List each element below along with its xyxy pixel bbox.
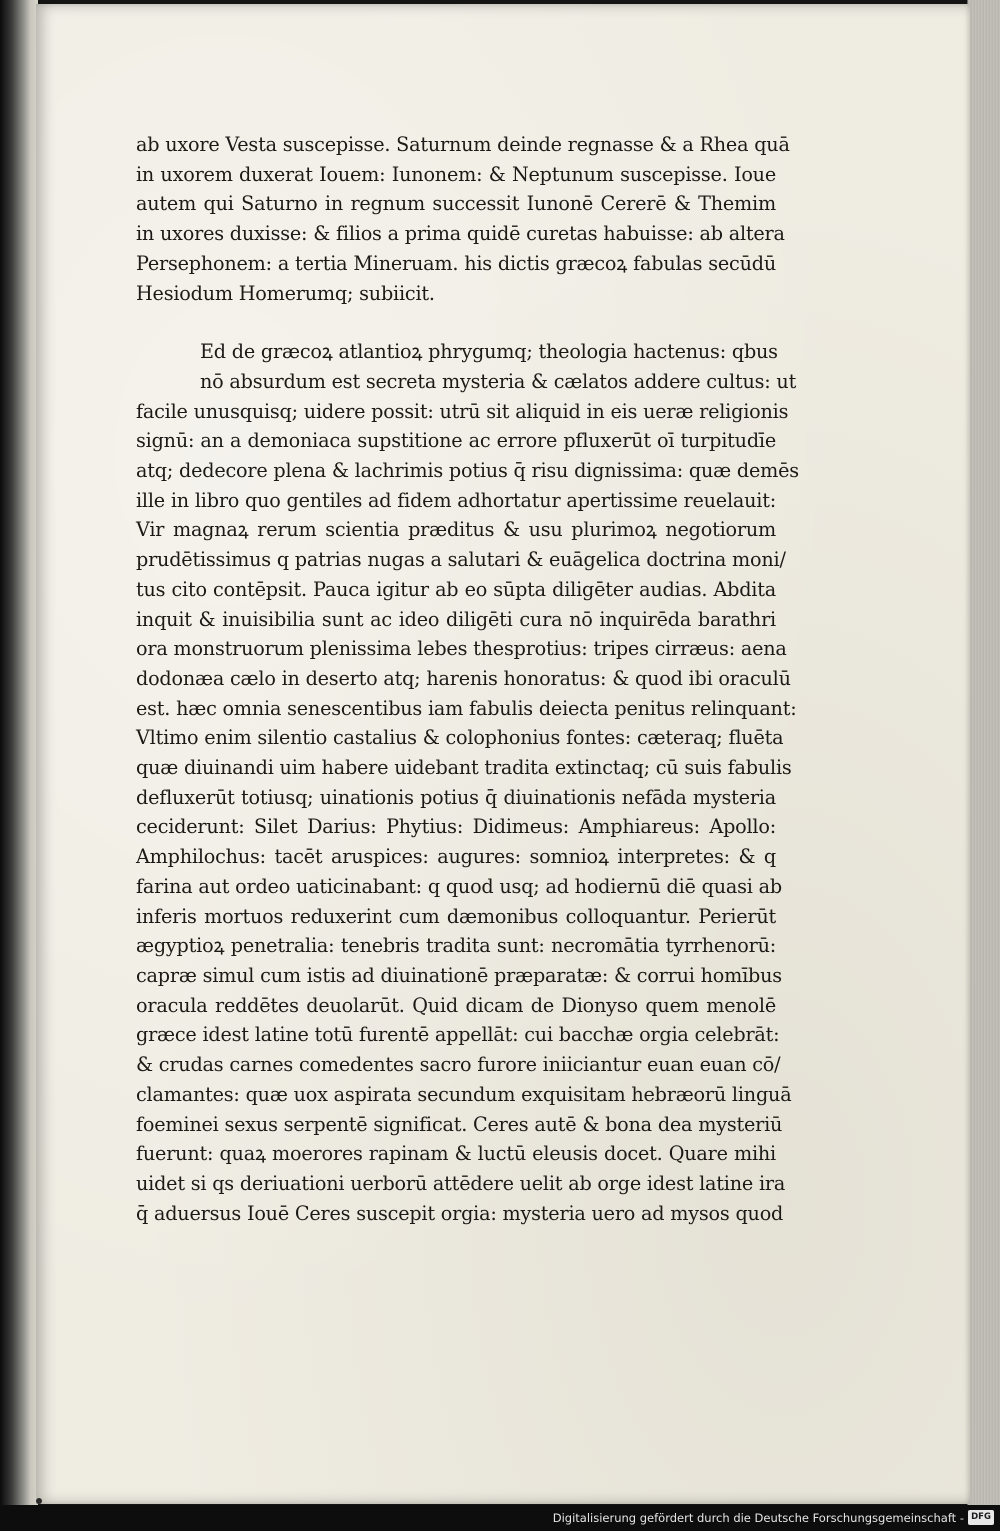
text-line: inferis mortuos reduxerint cum dæmonibus colloquantur. Perierūt [136, 904, 776, 928]
text-line: uidet si qs deriuationi uerborū attēdere uelit ab orge idest latine ira [136, 1171, 786, 1195]
text-line: est. hæc omnia senescentibus iam fabulis deiecta penitus relinquant: [136, 696, 797, 720]
text-line: fuerunt: quaꝝ moerores rapinam & luctū eleusis docet. Quare mihi [136, 1142, 776, 1166]
book-spine [0, 0, 38, 1531]
text-line: inquit & inuisibilia sunt ac ideo diligēti cura nō inquirēda barathri [136, 607, 776, 631]
text-line: prudētissimus q patrias nugas a salutari & euāgelica doctrina moni/ [136, 548, 786, 572]
text-line: tus cito contēpsit. Pauca igitur ab eo sūpta diligēter audias. Abdita [136, 577, 776, 601]
text-line: clamantes: quæ uox aspirata secundum exquisitam hebræorū linguā [136, 1082, 792, 1106]
text-line: defluxerūt totiusq; uinationis potius q̄ diuinationis nefāda mysteria [136, 785, 776, 809]
text-line: atq; dedecore plena & lachrimis potius q̄ risu dignissima: quæ demēs [136, 459, 799, 483]
text-line: Ed de græcoꝝ atlantioꝝ phrygumq; theologia hactenus: qbus [200, 340, 778, 364]
text-line: quæ diuinandi uim habere uidebant tradita extinctaq; cū suis fabulis [136, 756, 792, 780]
text-line: signū: an a demoniaca supstitione ac errore pfluxerūt oī turpitudīe [136, 429, 776, 453]
text-line: autem qui Saturno in regnum successit Iunonē Cererē & Themim [136, 192, 776, 216]
text-line: in uxores duxisse: & filios a prima quidē curetas habuisse: ab altera [136, 222, 785, 246]
footer-credit: Digitalisierung gefördert durch die Deutsche Forschungsgemeinschaft - [552, 1511, 964, 1525]
text-line: Vltimo enim silentio castalius & colophonius fontes: cæteraq; fluēta [136, 726, 784, 750]
page-paper [36, 4, 970, 1504]
text-line: oracula reddētes deuolarūt. Quid dicam de Dionyso quem menolē [136, 993, 776, 1017]
text-line: ceciderunt: Silet Darius: Phytius: Didimeus: Amphiareus: Apollo: [136, 815, 776, 839]
text-line: capræ simul cum istis ad diuinationē præparatæ: & corrui homībus [136, 963, 782, 987]
text-line: Hesiodum Homerumq; subiicit. [136, 281, 435, 305]
text-line: facile unusquisq; uidere possit: utrū sit aliquid in eis ueræ religionis [136, 399, 789, 423]
dfg-logo: DFG [968, 1510, 994, 1525]
text-line: dodonæa cælo in deserto atq; harenis honoratus: & quod ibi oraculū [136, 666, 791, 690]
paragraph-1 [136, 130, 790, 308]
text-line: Amphilochus: tacēt aruspices: augures: somnioꝝ interpretes: & q [136, 845, 776, 869]
text-line: in uxorem duxerat Iouem: Iunonem: & Neptunum suscepisse. Ioue [136, 162, 776, 186]
text-line: ab uxore Vesta suscepisse. Saturnum deinde regnasse & a Rhea quā [136, 133, 790, 156]
text-line: & crudas carnes comedentes sacro furore iniiciantur euan euan cō/ [136, 1053, 781, 1077]
text-line: q̄ aduersus Iouē Ceres suscepit orgia: mysteria uero ad mysos quod [136, 1201, 784, 1225]
text-line: foeminei sexus serpentē significat. Ceres autē & bona dea mysteriū [136, 1112, 783, 1136]
ink-dot [36, 1498, 42, 1504]
text-line: nō absurdum est secreta mysteria & cælatos addere cultus: ut [200, 369, 797, 393]
text-line: ægyptioꝝ penetralia: tenebris tradita sunt: necromātia tyrrhenorū: [136, 934, 776, 958]
text-block [136, 130, 799, 1228]
text-line: farina aut ordeo uaticinabant: q quod usq; ad hodiernū diē quasi ab [136, 874, 782, 898]
digitization-footer [0, 1505, 1000, 1531]
text-line: Vir magnaꝝ rerum scientia præditus & usu plurimoꝝ negotiorum [136, 518, 776, 542]
text-line: ora monstruorum plenissima lebes thesprotius: tripes cirræus: aena [136, 637, 787, 661]
text-line: græce idest latine totū furentē appellāt: cui bacchæ orgia celebrāt: [136, 1023, 780, 1047]
paragraph-2 [136, 337, 799, 1228]
page-stack-edge [967, 0, 1000, 1510]
text-line: Persephonem: a tertia Mineruam. his dictis græcoꝝ fabulas secūdū [136, 251, 776, 275]
text-line: ille in libro quo gentiles ad fidem adhortatur apertissime reuelauit: [136, 488, 776, 512]
